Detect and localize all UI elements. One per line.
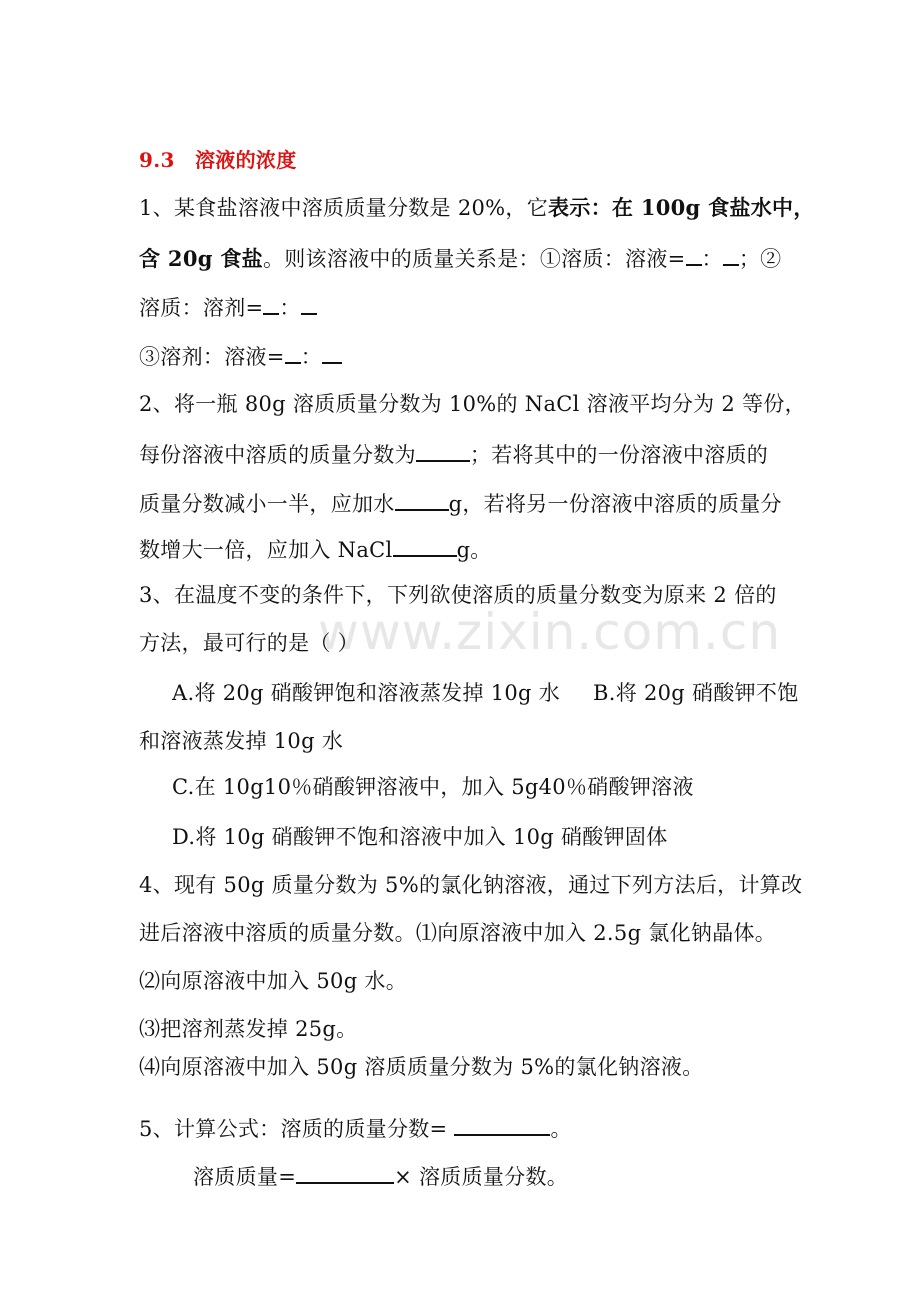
- q1-line-2: [139, 242, 781, 274]
- q2-line-1: 2、将一瓶 80g 溶质质量分数为 10%的 NaCl 溶液平均分为 2 等份，: [139, 392, 806, 416]
- q1-bold-text-2: 含 20g 食盐: [139, 246, 263, 271]
- q3-line-1: 3、在温度不变的条件下，下列欲使溶质的质量分数变为原来 2 倍的: [139, 583, 777, 607]
- q3-option-b: B.将 20g 硝酸钾不饱: [593, 681, 799, 705]
- q4-line-2: 进后溶液中溶质的质量分数。⑴向原溶液中加入 2.5g 氯化钠晶体。: [139, 921, 777, 945]
- q5-text-2: 。: [550, 1117, 572, 1141]
- q4-line-4: ⑶把溶剂蒸发掉 25g。: [139, 1017, 358, 1041]
- watermark: www.zixin.com.cn: [318, 603, 782, 661]
- q1-colon-1: ：: [701, 247, 723, 271]
- q3-option-c: C.在 10g10％硝酸钾溶液中，加入 5g40％硝酸钾溶液: [172, 775, 694, 799]
- q5-text-1: 5、计算公式：溶质的质量分数=: [139, 1117, 455, 1141]
- q1-colon-3: ：: [300, 345, 323, 369]
- q4-line-5: ⑷向原溶液中加入 50g 溶质质量分数为 5%的氯化钠溶液。: [139, 1055, 704, 1079]
- q1-blank-5[interactable]: [285, 340, 301, 364]
- q5-blank-2[interactable]: [296, 1160, 394, 1184]
- q3-option-d: D.将 10g 硝酸钾不饱和溶液中加入 10g 硝酸钾固体: [172, 825, 668, 849]
- q1-text-4: 溶质：溶剂=: [139, 296, 264, 320]
- q1-text-5: ③溶剂：溶液=: [139, 345, 285, 369]
- q1-blank-1[interactable]: [686, 242, 702, 266]
- q5-line-1: [139, 1112, 572, 1144]
- q4-line-3: ⑵向原溶液中加入 50g 水。: [139, 969, 408, 993]
- q1-blank-4[interactable]: [301, 291, 317, 315]
- q1-line-3: [139, 291, 317, 323]
- q1-text: 1、某食盐溶液中溶质质量分数是 20%，它: [139, 196, 549, 220]
- q1-blank-6[interactable]: [322, 340, 342, 364]
- q3-line-2: 方法，最可行的是（ ）: [139, 631, 359, 655]
- q1-bold-text: 表示：在 100g 食盐水中，: [548, 195, 815, 220]
- q2-blank-2[interactable]: [395, 487, 449, 511]
- q2-blank-3[interactable]: [393, 533, 457, 557]
- section-title: 9.3 溶液的浓度: [139, 148, 297, 172]
- q2-text-1: 每份溶液中溶质的质量分数为: [139, 443, 416, 467]
- q2-text-2: ；若将其中的一份溶液中溶质的: [469, 443, 769, 467]
- q2-blank-1[interactable]: [416, 438, 470, 462]
- q4-line-1: 4、现有 50g 质量分数为 5%的氯化钠溶液，通过下列方法后，计算改: [139, 873, 803, 897]
- q2-line-2: [139, 438, 768, 470]
- q1-blank-2[interactable]: [723, 242, 739, 266]
- q1-text-2: 。则该溶液中的质量关系是：①溶质：溶液=: [262, 247, 686, 271]
- q5-blank-1[interactable]: [454, 1112, 550, 1136]
- q3-option-a: A.将 20g 硝酸钾饱和溶液蒸发掉 10g 水: [172, 681, 561, 705]
- q1-blank-3[interactable]: [263, 291, 279, 315]
- q2-line-3: [139, 487, 782, 519]
- q2-text-6: g。: [456, 538, 492, 562]
- q5-text-3: 溶质质量=: [193, 1165, 297, 1189]
- q1-line-4: [139, 340, 342, 372]
- q5-line-2: [193, 1160, 568, 1192]
- q2-text-5: 数增大一倍，应加入 NaCl: [139, 538, 393, 562]
- q1-colon-2: ：: [279, 296, 301, 320]
- q3-option-b-cont: 和溶液蒸发掉 10g 水: [139, 729, 344, 753]
- q2-line-4: [139, 533, 492, 565]
- q5-text-4: × 溶质质量分数。: [394, 1165, 569, 1189]
- q1-line-1: [139, 193, 815, 223]
- q1-text-3: ；②: [738, 247, 782, 271]
- q2-text-4: g，若将另一份溶液中溶质的质量分: [448, 492, 782, 516]
- q2-text-3: 质量分数减小一半，应加水: [139, 492, 395, 516]
